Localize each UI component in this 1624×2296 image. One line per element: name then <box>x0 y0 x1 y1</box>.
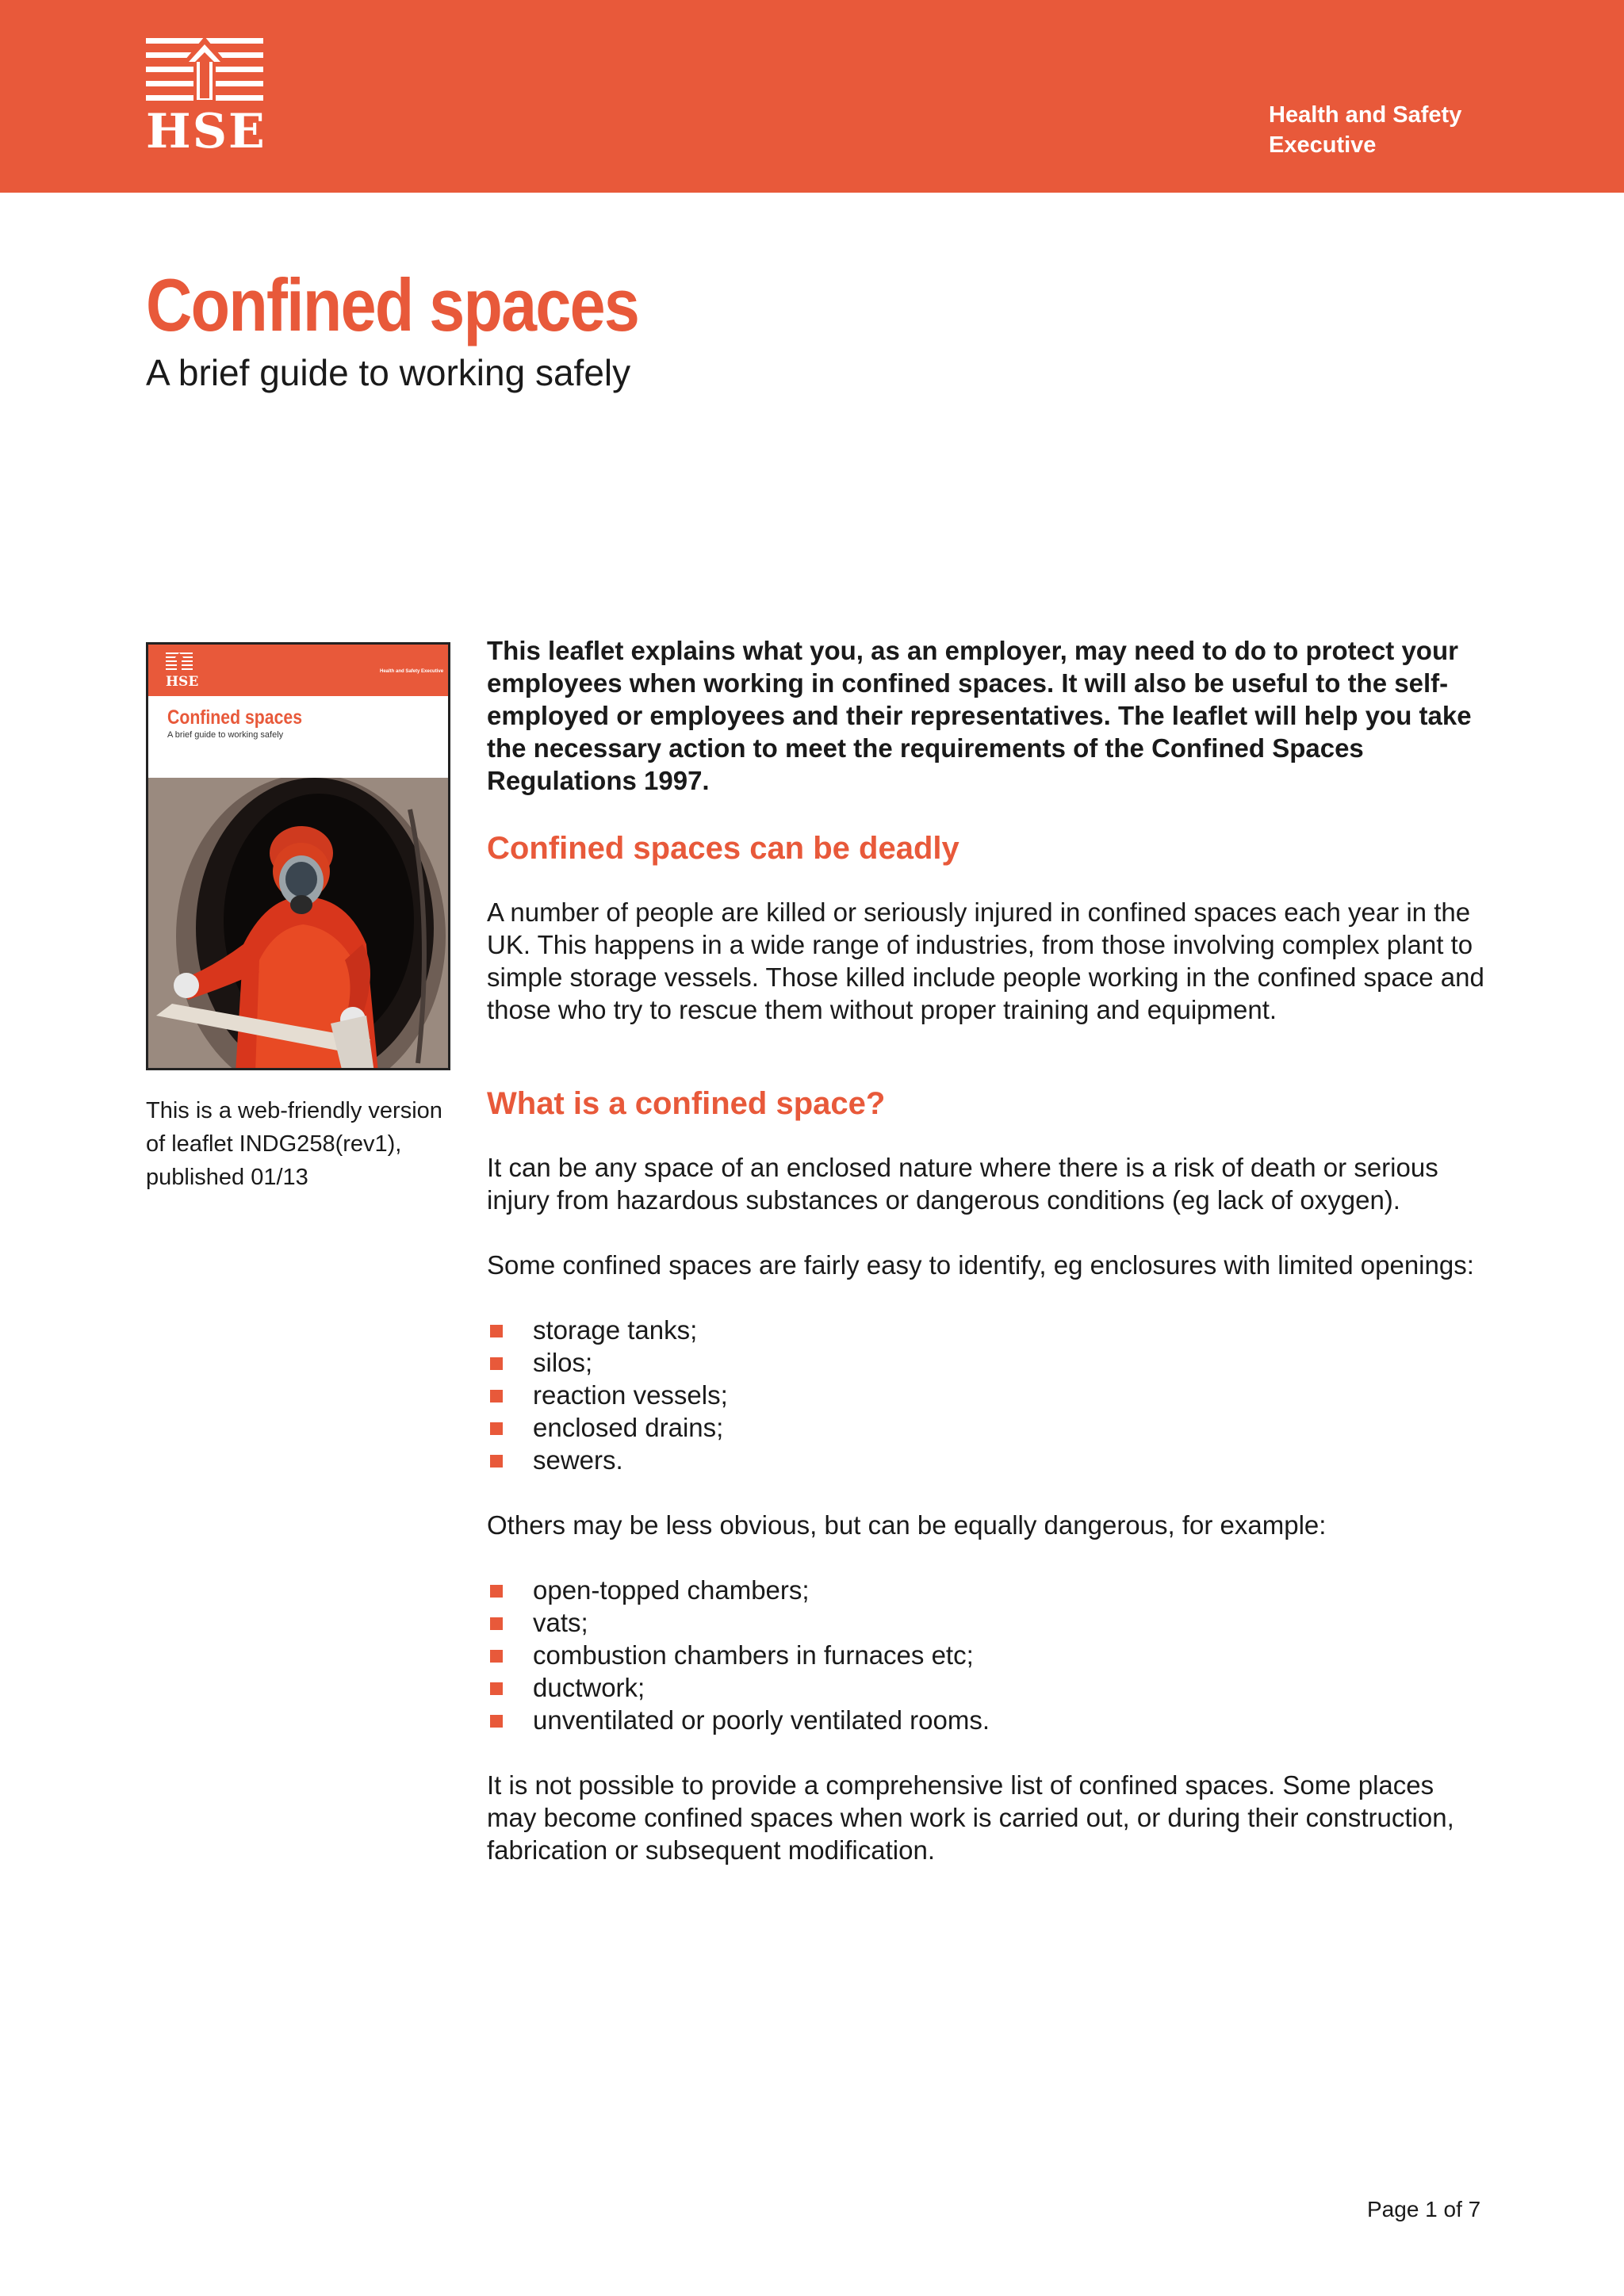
list-item: ductwork; <box>487 1671 1486 1704</box>
square-bullet-icon <box>490 1682 503 1695</box>
document-subtitle: A brief guide to working safely <box>146 352 631 393</box>
main-content <box>487 634 1486 1899</box>
organisation-name-line2: Executive <box>1269 132 1377 158</box>
document-title: Confined spaces <box>146 263 639 346</box>
confined-space-worker-photo <box>148 778 448 1070</box>
cover-logo-text: HSE <box>166 674 199 690</box>
list-item: combustion chambers in furnaces etc; <box>487 1639 1486 1671</box>
square-bullet-icon <box>490 1650 503 1663</box>
definition-paragraph: It can be any space of an enclosed nature where there is a risk of death or serious injury from hazardous substances or dangerous conditions (eg lack of oxygen). <box>487 1153 1438 1215</box>
section-heading-deadly: Confined spaces can be deadly <box>487 831 959 866</box>
square-bullet-icon <box>490 1422 503 1435</box>
organisation-name <box>1269 100 1507 160</box>
list-item: vats; <box>487 1606 1486 1639</box>
hse-logo <box>146 36 266 159</box>
cover-logo-icon <box>166 652 193 670</box>
square-bullet-icon <box>490 1617 503 1630</box>
list-item: unventilated or poorly ventilated rooms. <box>487 1704 1486 1736</box>
square-bullet-icon <box>490 1715 503 1728</box>
list-item: open-topped chambers; <box>487 1574 1486 1606</box>
header-band <box>0 0 1624 193</box>
square-bullet-icon <box>490 1325 503 1337</box>
comprehensive-list-paragraph: It is not possible to provide a comprehensive list of confined spaces. Some places may become confined spaces when work is carried out, or during their construction, fabrication or subsequent modification. <box>487 1770 1454 1865</box>
cover-title: Confined spaces <box>167 706 303 729</box>
hse-logo-text: HSE <box>146 104 266 159</box>
list-item: reaction vessels; <box>487 1379 1486 1411</box>
organisation-name-line1: Health and Safety <box>1269 102 1462 128</box>
less-obvious-spaces-list <box>487 1574 1486 1736</box>
cover-org-name: Health and Safety Executive <box>380 669 444 674</box>
cover-subtitle: A brief guide to working safely <box>167 730 284 740</box>
list-item: sewers. <box>487 1444 1486 1476</box>
easy-to-identify-paragraph: Some confined spaces are fairly easy to identify, eg enclosures with limited openings: <box>487 1250 1474 1280</box>
less-obvious-paragraph: Others may be less obvious, but can be equally dangerous, for example: <box>487 1510 1327 1540</box>
web-version-caption: This is a web-friendly version of leaflet INDG258(rev1), published 01/13 <box>146 1098 442 1190</box>
square-bullet-icon <box>490 1390 503 1402</box>
square-bullet-icon <box>490 1455 503 1468</box>
leaflet-cover-image <box>146 642 450 1070</box>
obvious-spaces-list <box>487 1314 1486 1476</box>
square-bullet-icon <box>490 1585 503 1598</box>
list-item: enclosed drains; <box>487 1411 1486 1444</box>
section-heading-what-is: What is a confined space? <box>487 1086 886 1121</box>
deadly-paragraph: A number of people are killed or seriously injured in confined spaces each year in the UK. This happens in a wide range of industries, from those involving complex plant to simple storage vessels. Those killed include people working in the confined space and those who try to rescue them without proper training and equipment. <box>487 897 1484 1024</box>
hse-logo-icon <box>146 36 263 108</box>
intro-paragraph: This leaflet explains what you, as an employer, may need to do to protect your employees when working in confined spaces. It will also be useful to the self-employed or employees and their representatives. The leaflet will help you take the necessary action to meet the requirements of the Confined Spaces Regulations 1997. <box>487 636 1472 795</box>
list-item: storage tanks; <box>487 1314 1486 1346</box>
list-item: silos; <box>487 1346 1486 1379</box>
cover-hse-logo <box>166 652 198 689</box>
page-number: Page 1 of 7 <box>1367 2197 1481 2221</box>
square-bullet-icon <box>490 1357 503 1370</box>
